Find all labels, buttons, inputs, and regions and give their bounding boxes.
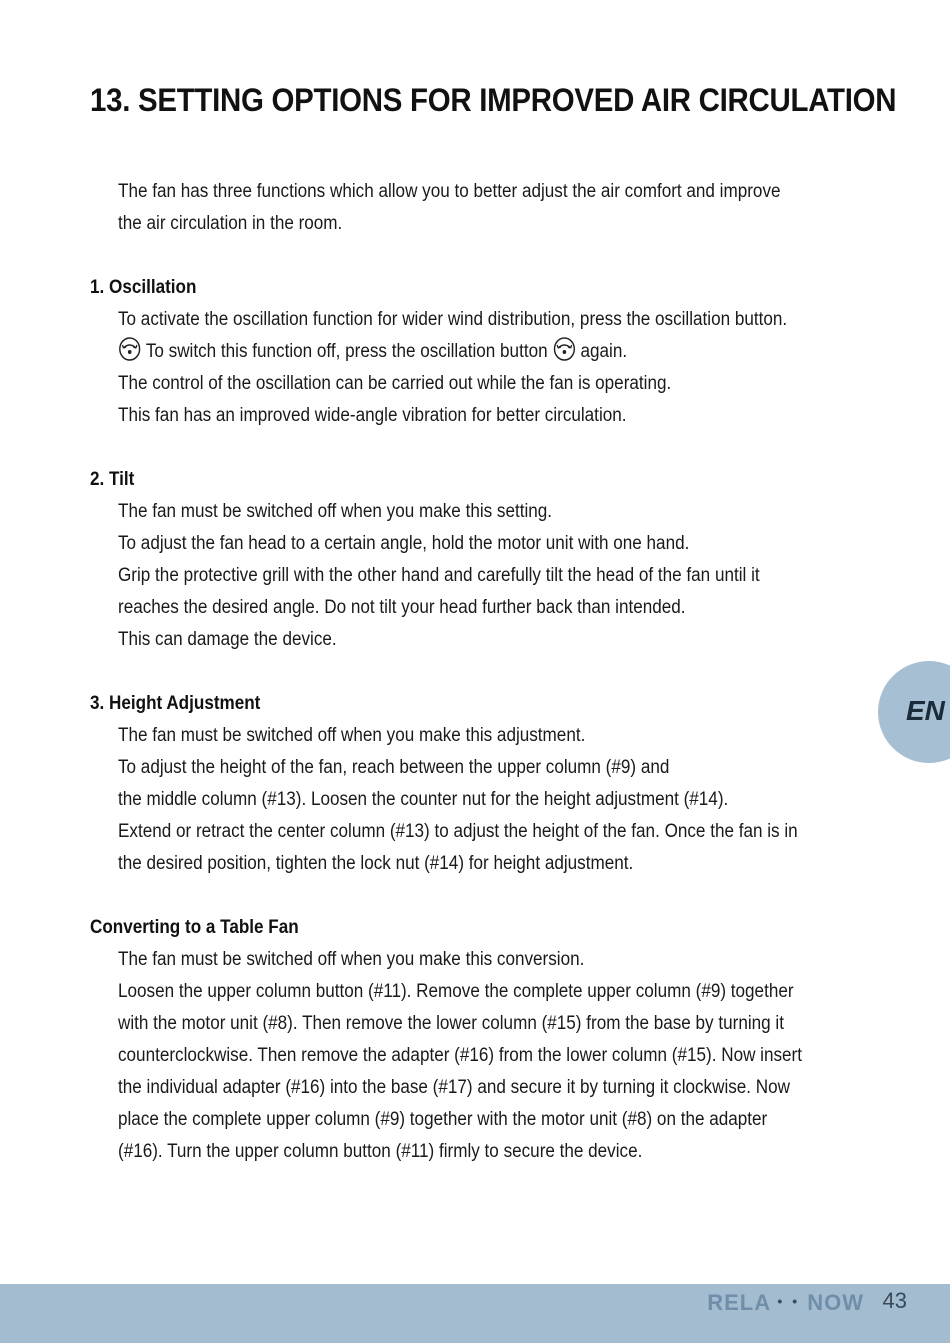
section-line: This can damage the device.: [118, 629, 337, 650]
oscillation-text-b: again.: [575, 341, 628, 362]
section-line: counterclockwise. Then remove the adapter (#16) from the lower column (#15). Now insert: [118, 1045, 802, 1066]
section-heading: 3. Height Adjustment: [90, 693, 261, 714]
oscillation-icon: [552, 336, 575, 362]
section-line: reaches the desired angle. Do not tilt your head further back than intended.: [118, 597, 686, 618]
page-number: 43: [882, 1288, 907, 1313]
oscillation-text-a: To switch this function off, press the oscillation button: [141, 341, 553, 362]
brand-right: NOW: [807, 1290, 864, 1315]
section-line: The control of the oscillation can be carried out while the fan is operating.: [118, 373, 672, 394]
section-line: The fan must be switched off when you make this setting.: [118, 501, 553, 522]
page-title: 13. SETTING OPTIONS FOR IMPROVED AIR CIRCULATION: [90, 82, 897, 118]
intro-paragraph: [90, 176, 890, 240]
section-height-adjustment: [90, 688, 890, 880]
section-heading: 1. Oscillation: [90, 277, 197, 298]
section-line: The fan must be switched off when you make this adjustment.: [118, 725, 586, 746]
brand-logo: [707, 1290, 864, 1316]
section-tilt: [90, 464, 890, 656]
section-line: the middle column (#13). Loosen the counter nut for the height adjustment (#14).: [118, 789, 729, 810]
intro-line: the air circulation in the room.: [118, 213, 343, 234]
brand-left: RELA: [707, 1290, 771, 1315]
section-line: with the motor unit (#8). Then remove the lower column (#15) from the base by turning it: [118, 1013, 784, 1034]
section-table-fan: [90, 912, 890, 1168]
section-line: To adjust the fan head to a certain angle, hold the motor unit with one hand.: [118, 533, 690, 554]
section-heading: 2. Tilt: [90, 469, 135, 490]
oscillation-icon: [118, 336, 141, 362]
section-line: This fan has an improved wide-angle vibration for better circulation.: [118, 405, 627, 426]
section-line: Grip the protective grill with the other hand and carefully tilt the head of the fan until it: [118, 565, 760, 586]
section-line: Loosen the upper column button (#11). Remove the complete upper column (#9) together: [118, 981, 794, 1002]
section-heading: Converting to a Table Fan: [90, 917, 299, 938]
section-line: the desired position, tighten the lock nut (#14) for height adjustment.: [118, 853, 634, 874]
brand-dots: • •: [777, 1293, 801, 1309]
section-line: The fan must be switched off when you make this conversion.: [118, 949, 585, 970]
section-line: Extend or retract the center column (#13) to adjust the height of the fan. Once the fan is in: [118, 821, 798, 842]
section-line: (#16). Turn the upper column button (#11) firmly to secure the device.: [118, 1141, 643, 1162]
section-line: place the complete upper column (#9) together with the motor unit (#8) on the adapter: [118, 1109, 768, 1130]
manual-content: [90, 176, 890, 1168]
section-line: [118, 336, 813, 368]
section-line: To activate the oscillation function for wider wind distribution, press the oscillation button.: [118, 309, 788, 330]
intro-line: The fan has three functions which allow you to better adjust the air comfort and improve: [118, 181, 781, 202]
section-line: the individual adapter (#16) into the base (#17) and secure it by turning it clockwise. Now: [118, 1077, 791, 1098]
section-line: To adjust the height of the fan, reach between the upper column (#9) and: [118, 757, 670, 778]
section-oscillation: [90, 272, 890, 432]
language-tab-label: EN: [906, 695, 945, 726]
